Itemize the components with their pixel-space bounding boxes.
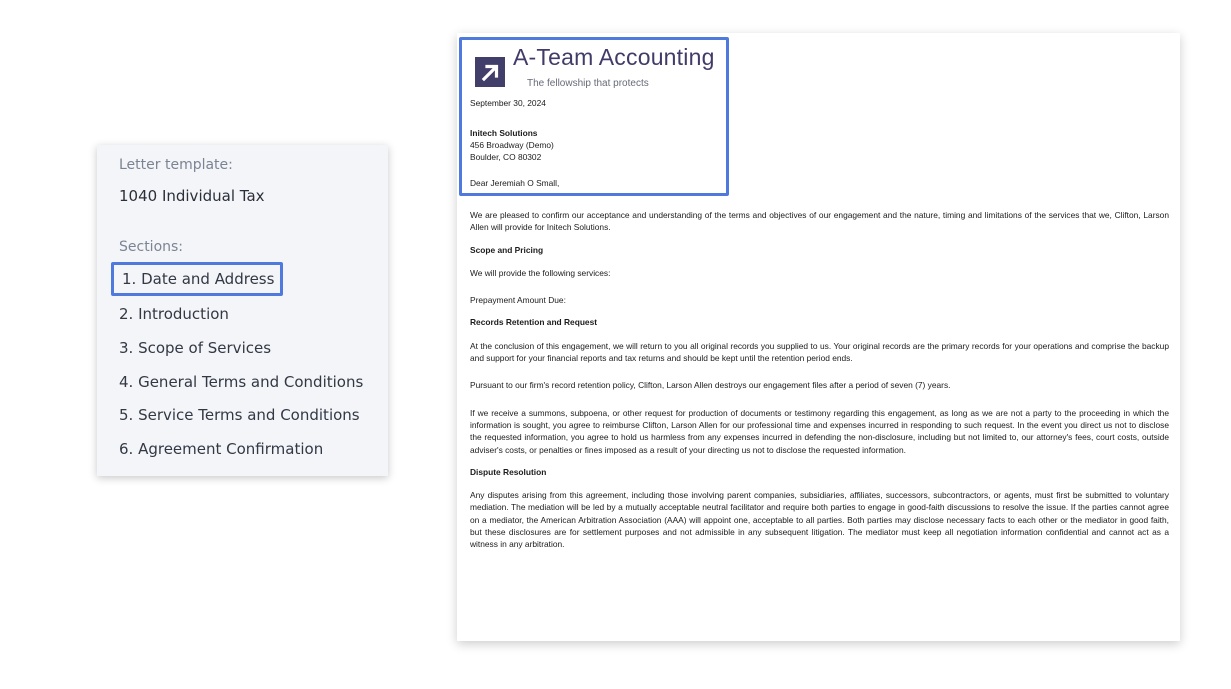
recipient-company: Initech Solutions (470, 128, 538, 138)
records-paragraph-2: Pursuant to our firm's record retention policy, Clifton, Larson Allen destroys our engagement files after a period of seven (7) years. (470, 380, 951, 391)
prepayment-line: Prepayment Amount Due: (470, 295, 566, 306)
section-general-terms[interactable]: 4. General Terms and Conditions (119, 373, 364, 391)
section-introduction[interactable]: 2. Introduction (119, 305, 229, 323)
section-agreement-confirmation[interactable]: 6. Agreement Confirmation (119, 440, 324, 458)
scope-paragraph: We will provide the following services: (470, 267, 611, 278)
address-line-2: Boulder, CO 80302 (470, 152, 542, 162)
section-scope-of-services[interactable]: 3. Scope of Services (119, 339, 272, 357)
dispute-paragraph: Any disputes arising from this agreement, including those involving parent companies, subsidiaries, affiliates, successors, subcontractors, or agents, must first be submitted to voluntary mediation. The mediation will be led by a mutually acceptable neutral facilitator and require both parties to engage in good-faith discussions to resolve the issue. If the parties cannot agree on a mediator, the American Arbitration Association (AAA) will appoint one, acceptable to all parties. Both parties may disclose necessary facts to each other or the mediator in good faith, but these disclosures are for settlement purposes and not admissible in any subsequent litigation. The mediator must keep all negotiation information confidential and cannot act as a witness in any arbitration. (470, 490, 1169, 550)
arrow-up-right-icon (475, 57, 505, 87)
company-name: A-Team Accounting (513, 44, 715, 70)
section-date-and-address[interactable]: 1. Date and Address (111, 262, 283, 296)
records-heading: Records Retention and Request (470, 317, 598, 328)
scope-heading: Scope and Pricing (470, 244, 544, 255)
letter-sections-panel (97, 145, 388, 476)
sections-label: Sections: (119, 239, 184, 255)
letter-body (470, 209, 1169, 551)
address-line-1: 456 Broadway (Demo) (470, 140, 554, 150)
company-tagline: The fellowship that protects (527, 78, 649, 89)
section-service-terms[interactable]: 5. Service Terms and Conditions (119, 406, 360, 424)
records-paragraph-1: At the conclusion of this engagement, we will return to you all original records you supplied to us. Your original records are the primary records for your operations and comprise the backup and support for your financial reports and tax returns and should be kept until the retention period ends. (470, 340, 1169, 364)
letter-date: September 30, 2024 (470, 98, 546, 108)
dispute-heading: Dispute Resolution (470, 466, 547, 477)
template-label: Letter template: (119, 157, 233, 173)
company-logo (475, 57, 505, 87)
records-paragraph-3: If we receive a summons, subpoena, or other request for production of documents or testimony regarding this engagement, as long as we are not a party to the proceeding in which the information is sought, you agree to reimburse Clifton, Larson Allen for our professional time and expenses incurred in responding to such request. In the event you direct us not to disclose the requested information, you agree to hold us harmless from any expenses incurred in defending the non-disclosure, including but not limited to, our attorney's fees, court costs, outside adviser's costs, or penalties or fines imposed as a result of your directing us not to disclose the requested information. (470, 407, 1169, 455)
intro-paragraph: We are pleased to confirm our acceptance and understanding of the terms and objectives of our engagement and the nature, timing and limitations of the services that we, Clifton, Larson Allen will provide for Initech Solutions. (470, 210, 1169, 233)
letter-document (457, 33, 1180, 641)
salutation: Dear Jeremiah O Small, (470, 178, 560, 188)
template-name: 1040 Individual Tax (119, 187, 265, 205)
